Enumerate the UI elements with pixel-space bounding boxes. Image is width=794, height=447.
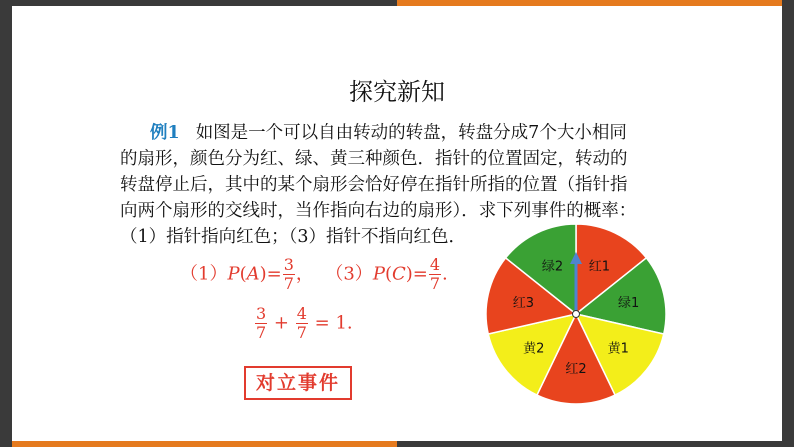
top-bar-dark [12, 0, 397, 6]
wheel-sector-label-5: 黄2 [523, 341, 545, 357]
example-line-2: 的扇形，颜色分为红、绿、黄三种颜色．指针的位置固定，转动的 [120, 149, 628, 169]
answer-3-prefix: （3） [325, 263, 373, 285]
answer-3-event: C [391, 263, 406, 285]
answer-3-denominator: 7 [429, 274, 441, 293]
sum-fraction-2 [296, 305, 308, 342]
top-bar-orange [397, 0, 782, 6]
example-line-3: 转盘停止后，其中的某个扇形会恰好停在指针所指的位置（指针指 [120, 175, 628, 195]
sum-denominator-1: 7 [256, 323, 267, 342]
answer-1-event: A [246, 263, 260, 285]
answer-1-fraction [283, 256, 295, 293]
answer-line: （1）P(A)= $\frac{3}{7}$ ， （3）P(C)= $\frac{4}{7}$ . [180, 255, 448, 293]
sum-numerator-1: 3 [256, 304, 267, 323]
wheel-hub [573, 311, 580, 318]
sum-denominator-2: 7 [296, 323, 307, 342]
bottom-bar-dark [397, 441, 782, 447]
left-frame [0, 0, 12, 447]
answer-1-prefix: （1） [180, 263, 228, 285]
wheel-sector-label-2: 绿1 [618, 295, 640, 311]
bottom-bar-orange [12, 441, 397, 447]
example-questions: （1）指针指向红色；（3）指针不指向红色． [120, 227, 467, 247]
answer-1-numerator: 3 [283, 255, 294, 274]
slide-title: 探究新知 [349, 78, 445, 106]
wheel-sector-label-6: 红3 [512, 295, 534, 311]
example-line-1 [120, 120, 710, 146]
wheel-sector-label-4: 红2 [565, 362, 587, 377]
answer-3-numerator: 4 [429, 255, 441, 274]
answer-end: . [442, 263, 448, 285]
wheel-sector-label-3: 黄1 [607, 341, 629, 357]
answer-3-fraction [429, 256, 441, 293]
sum-result: = 1. [314, 312, 353, 334]
sum-equation [254, 305, 353, 342]
answer-1-p: P [227, 263, 240, 285]
example-text-1: 如图是一个可以自由转动的转盘，转盘分成7个大小相同 [195, 123, 627, 143]
spinner-wheel [484, 222, 668, 406]
sum-fraction-1 [255, 305, 267, 342]
answer-separator: ， [295, 263, 314, 285]
example-line-4: 向两个扇形的交线时，当作指向右边的扇形）．求下列事件的概率： [120, 201, 637, 221]
complement-event-box: 对立事件 [244, 366, 352, 400]
sum-numerator-2: 4 [296, 304, 307, 323]
wheel-sector-label-7: 绿2 [541, 259, 564, 275]
answer-1-denominator: 7 [283, 274, 294, 293]
wheel-sector-label-1: 红1 [588, 259, 611, 275]
example-label: 例1 [150, 123, 180, 143]
answer-3-p: P [372, 263, 385, 285]
sum-plus: + [273, 312, 290, 334]
right-frame [782, 0, 794, 447]
